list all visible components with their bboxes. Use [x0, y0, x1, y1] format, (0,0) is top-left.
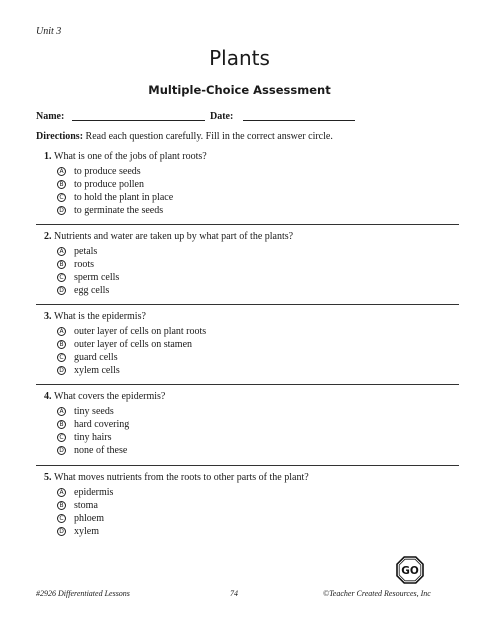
- answer-option-b[interactable]: [57, 338, 444, 351]
- option-text: outer layer of cells on plant roots: [74, 326, 207, 337]
- question-number: 1.: [44, 151, 52, 162]
- answer-option-b[interactable]: [57, 178, 444, 191]
- option-text: none of these: [74, 445, 128, 456]
- question-4: [44, 391, 444, 457]
- option-text: guard cells: [74, 352, 118, 363]
- footer-book-title: #2926 Differentiated Lessons: [36, 589, 130, 598]
- answer-option-d[interactable]: [57, 204, 444, 217]
- question-text: Nutrients and water are taken up by what part of the plants?: [54, 231, 294, 242]
- answer-circle-icon[interactable]: C: [57, 433, 66, 442]
- directions: [36, 131, 333, 142]
- question-5: [44, 472, 444, 538]
- question-text: What is one of the jobs of plant roots?: [54, 151, 207, 162]
- answer-option-b[interactable]: [57, 258, 444, 271]
- question-divider: [36, 465, 459, 466]
- question-divider: [36, 224, 459, 225]
- question-1: [44, 151, 444, 217]
- answer-option-a[interactable]: [57, 245, 444, 258]
- option-text: roots: [74, 259, 94, 270]
- answer-circle-icon[interactable]: D: [57, 446, 66, 455]
- answer-circle-icon[interactable]: B: [57, 180, 66, 189]
- answer-circle-icon[interactable]: D: [57, 206, 66, 215]
- question-number: 4.: [44, 391, 52, 402]
- answer-circle-icon[interactable]: C: [57, 514, 66, 523]
- option-text: egg cells: [74, 285, 110, 296]
- answer-option-c[interactable]: [57, 431, 444, 444]
- answer-circle-icon[interactable]: A: [57, 407, 66, 416]
- option-text: to germinate the seeds: [74, 205, 164, 216]
- footer-page-number: 74: [230, 589, 238, 598]
- option-text: tiny hairs: [74, 432, 112, 443]
- option-text: outer layer of cells on stamen: [74, 339, 193, 350]
- directions-text: Read each question carefully. Fill in the correct answer circle.: [85, 131, 333, 142]
- question-text: What moves nutrients from the roots to other parts of the plant?: [54, 472, 309, 483]
- answer-option-a[interactable]: [57, 405, 444, 418]
- option-text: tiny seeds: [74, 406, 114, 417]
- option-text: to produce seeds: [74, 166, 141, 177]
- answer-option-c[interactable]: [57, 191, 444, 204]
- answer-circle-icon[interactable]: A: [57, 488, 66, 497]
- option-text: stoma: [74, 500, 98, 511]
- page-title: Plants: [209, 46, 270, 70]
- answer-option-c[interactable]: [57, 271, 444, 284]
- directions-label: Directions:: [36, 131, 84, 142]
- answer-option-d[interactable]: [57, 364, 444, 377]
- answer-circle-icon[interactable]: D: [57, 286, 66, 295]
- go-stop-sign-icon: [396, 556, 424, 584]
- answer-circle-icon[interactable]: C: [57, 353, 66, 362]
- option-text: petals: [74, 246, 98, 257]
- answer-option-c[interactable]: [57, 351, 444, 364]
- option-text: xylem cells: [74, 365, 120, 376]
- question-divider: [36, 384, 459, 385]
- name-field[interactable]: [72, 120, 205, 121]
- question-text: What is the epidermis?: [54, 311, 146, 322]
- question-number: 5.: [44, 472, 52, 483]
- option-text: hard covering: [74, 419, 130, 430]
- name-label: Name:: [36, 111, 65, 122]
- answer-option-d[interactable]: [57, 284, 444, 297]
- answer-circle-icon[interactable]: A: [57, 247, 66, 256]
- option-text: epidermis: [74, 487, 114, 498]
- answer-option-d[interactable]: [57, 525, 444, 538]
- answer-circle-icon[interactable]: C: [57, 273, 66, 282]
- answer-circle-icon[interactable]: A: [57, 167, 66, 176]
- answer-circle-icon[interactable]: D: [57, 366, 66, 375]
- question-text: What covers the epidermis?: [54, 391, 166, 402]
- question-3: [44, 311, 444, 377]
- answer-circle-icon[interactable]: A: [57, 327, 66, 336]
- question-divider: [36, 304, 459, 305]
- answer-circle-icon[interactable]: B: [57, 501, 66, 510]
- footer-copyright: ©Teacher Created Resources, Inc: [323, 589, 431, 598]
- answer-circle-icon[interactable]: B: [57, 420, 66, 429]
- option-text: to produce pollen: [74, 179, 144, 190]
- answer-option-a[interactable]: [57, 165, 444, 178]
- answer-option-b[interactable]: [57, 418, 444, 431]
- question-2: [44, 231, 444, 297]
- answer-circle-icon[interactable]: C: [57, 193, 66, 202]
- option-text: xylem: [74, 526, 99, 537]
- answer-option-a[interactable]: [57, 325, 444, 338]
- question-number: 2.: [44, 231, 52, 242]
- question-number: 3.: [44, 311, 52, 322]
- answer-circle-icon[interactable]: D: [57, 527, 66, 536]
- option-text: phloem: [74, 513, 104, 524]
- answer-option-b[interactable]: [57, 499, 444, 512]
- option-text: to hold the plant in place: [74, 192, 174, 203]
- answer-circle-icon[interactable]: B: [57, 260, 66, 269]
- go-badge-text: GO: [401, 565, 419, 578]
- date-field[interactable]: [243, 120, 355, 121]
- answer-option-d[interactable]: [57, 444, 444, 457]
- answer-option-a[interactable]: [57, 486, 444, 499]
- option-text: sperm cells: [74, 272, 120, 283]
- page-subtitle: Multiple-Choice Assessment: [148, 83, 331, 97]
- answer-option-c[interactable]: [57, 512, 444, 525]
- answer-circle-icon[interactable]: B: [57, 340, 66, 349]
- unit-label: Unit 3: [36, 26, 62, 37]
- date-label: Date:: [210, 111, 234, 122]
